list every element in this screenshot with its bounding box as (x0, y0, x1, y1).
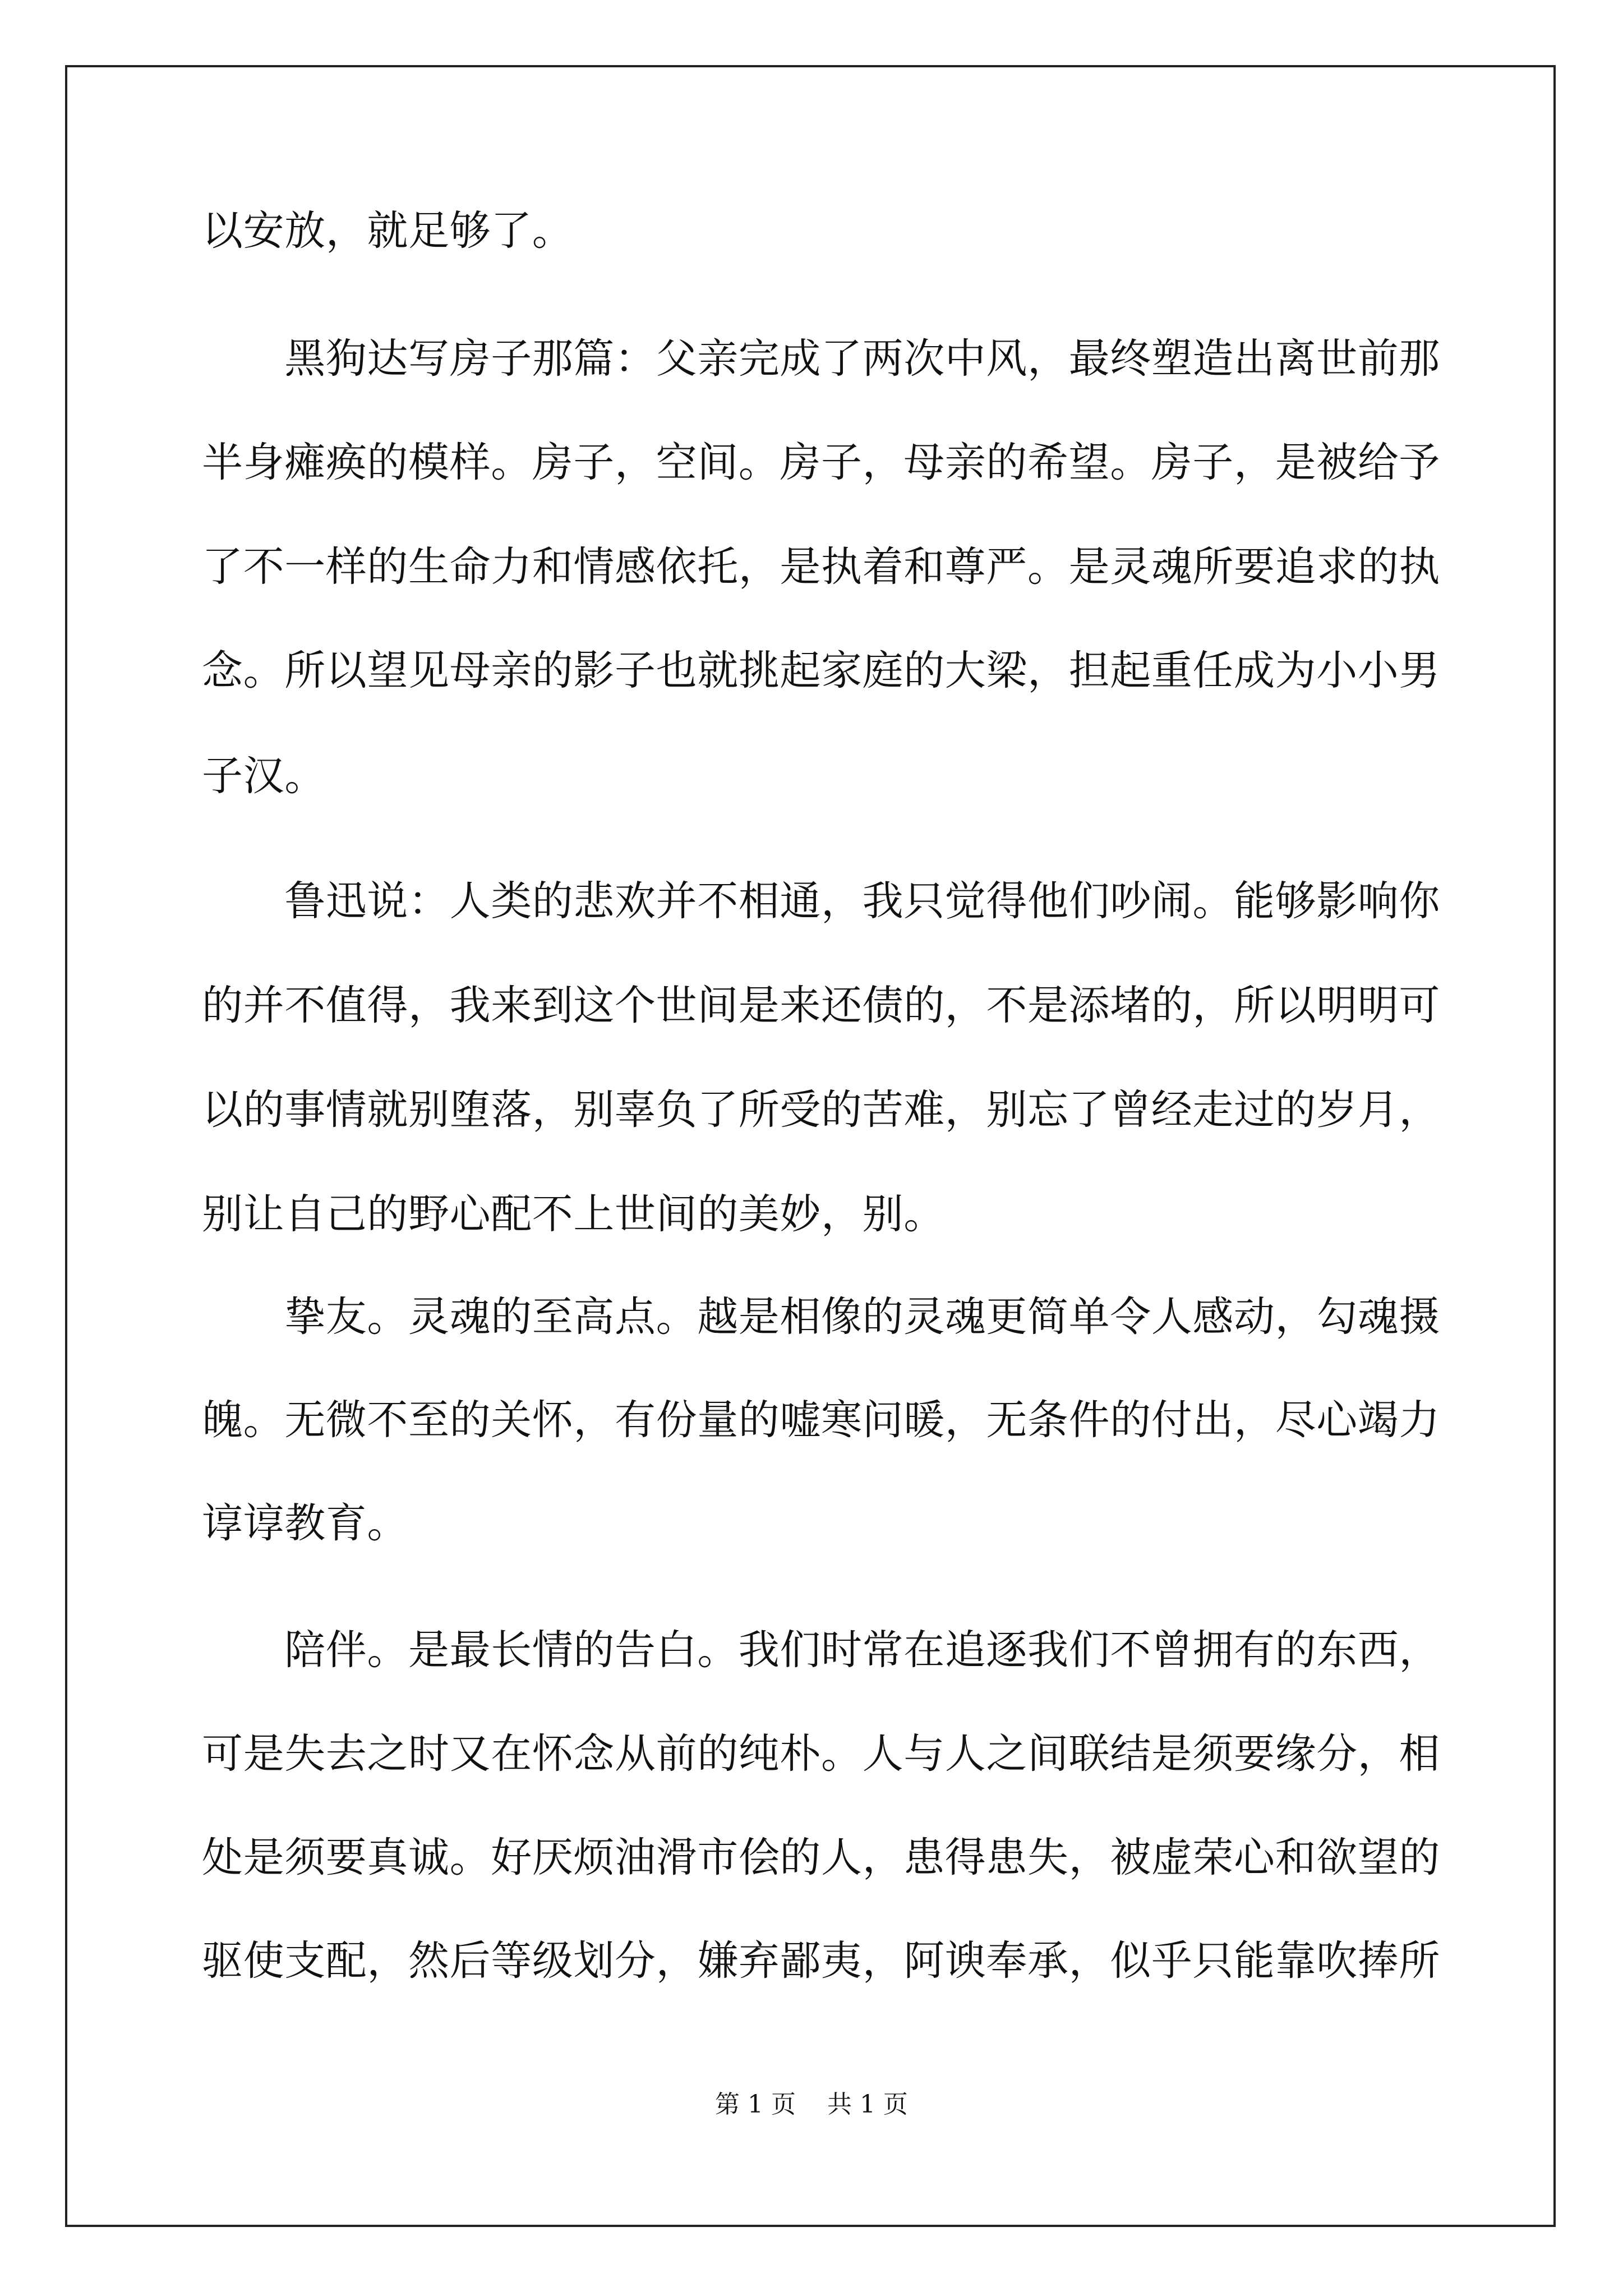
page-footer: 第 1 页 共 1 页 (715, 2090, 908, 2119)
text-line-3: 半身瘫痪的模样。房子，空间。房子，母亲的希望。房子，是被给予 (202, 439, 1440, 486)
text-line-16: 处是须要真诚。好厌烦油滑市侩的人，患得患失，被虚荣心和欲望的 (202, 1834, 1440, 1881)
text-line-12: 魄。无微不至的关怀，有份量的嘘寒问暖，无条件的付出，尽心竭力 (202, 1396, 1440, 1444)
text-line-8: 的并不值得，我来到这个世间是来还债的，不是添堵的，所以明明可 (202, 982, 1440, 1029)
text-line-1: 以安放，就足够了。 (202, 207, 574, 255)
text-line-9: 以的事情就别堕落，别辜负了所受的苦难，别忘了曾经走过的岁月， (202, 1086, 1440, 1134)
text-line-10: 别让自己的野心配不上世间的美妙，别。 (202, 1190, 945, 1238)
text-line-13: 谆谆教育。 (202, 1499, 408, 1547)
text-line-11: 挚友。灵魂的至高点。越是相像的灵魂更简单令人感动，勾魂摄 (202, 1293, 1440, 1341)
text-line-14: 陪伴。是最长情的告白。我们时常在追逐我们不曾拥有的东西， (202, 1626, 1440, 1674)
text-line-5: 念。所以望见母亲的影子也就挑起家庭的大梁，担起重任成为小小男 (202, 647, 1440, 694)
text-line-4: 了不一样的生命力和情感依托，是执着和尊严。是灵魂所要追求的执 (202, 543, 1440, 591)
text-line-7: 鲁迅说：人类的悲欢并不相通，我只觉得他们吵闹。能够影响你 (202, 877, 1440, 925)
text-line-2: 黑狗达写房子那篇：父亲完成了两次中风，最终塑造出离世前那 (202, 335, 1440, 383)
text-line-17: 驱使支配，然后等级划分，嫌弃鄙夷，阿谀奉承，似乎只能靠吹捧所 (202, 1937, 1440, 1985)
page-border (65, 65, 1556, 2227)
text-line-6: 子汉。 (202, 752, 326, 800)
text-line-15: 可是失去之时又在怀念从前的纯朴。人与人之间联结是须要缘分，相 (202, 1730, 1440, 1778)
